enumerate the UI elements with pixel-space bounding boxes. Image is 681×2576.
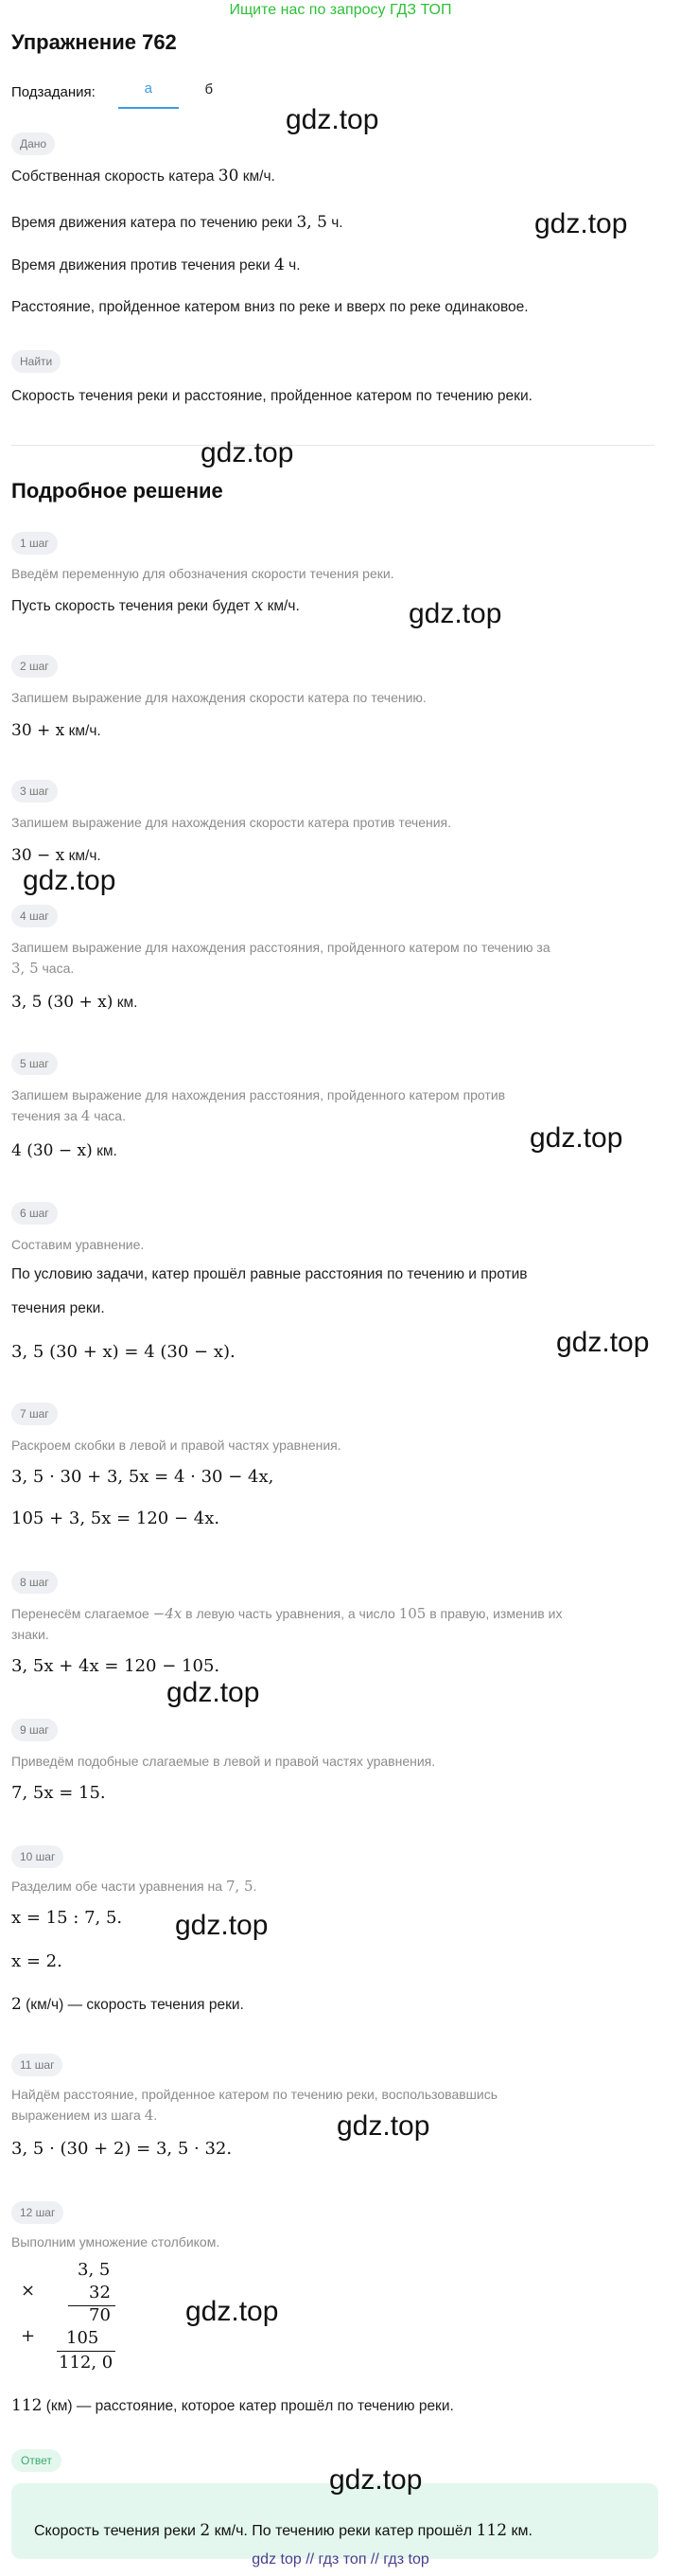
step-6-equation: 3, 5 (30 + x) = 4 (30 − x). — [11, 1342, 236, 1362]
plus-sign: + — [21, 2326, 36, 2346]
step-10-equation-1: x = 15 : 7, 5. — [11, 1908, 123, 1928]
step-2-badge: 2 шаг — [11, 655, 58, 678]
divider — [11, 445, 655, 446]
tab-b[interactable]: б — [204, 81, 214, 97]
step-2-hint: Запишем выражение для нахождения скорости катера по течению. — [11, 690, 427, 705]
watermark: gdz.top — [337, 2110, 430, 2142]
step-7-equation-2: 105 + 3, 5x = 120 − 4x. — [11, 1509, 220, 1528]
watermark: gdz.top — [201, 437, 294, 468]
multiplier: 32 — [89, 2283, 111, 2303]
watermark: gdz.top — [23, 865, 116, 896]
given-line-2: Время движения катера по течению реки 3, 5 ч. — [11, 213, 343, 232]
step-5-line: 4 (30 − x) км. — [11, 1141, 117, 1160]
find-text: Скорость течения реки и расстояние, пройденное катером по течению реки. — [11, 388, 533, 404]
given-badge: Дано — [11, 132, 55, 155]
step-10-hint: Разделим обе части уравнения на 7, 5. — [11, 1878, 257, 1895]
step-4-hint: Запишем выражение для нахождения расстояния, пройденного катером по течению за 3, 5 часа. — [11, 940, 550, 977]
step-1-hint: Введём переменную для обозначения скорости течения реки. — [11, 566, 394, 581]
watermark: gdz.top — [409, 598, 502, 629]
watermark: gdz.top — [185, 2296, 279, 2327]
solution-title: Подробное решение — [11, 479, 223, 503]
step-10-result: 2 (км/ч) — скорость течения реки. — [11, 1995, 244, 2014]
step-3-hint: Запишем выражение для нахождения скорости катера против течения. — [11, 815, 452, 830]
step-4-badge: 4 шаг — [11, 905, 58, 927]
answer-text: Скорость течения реки 2 км/ч. По течению реки катер прошёл 112 км. — [34, 2521, 533, 2540]
given-line-3: Время движения против течения реки 4 ч. — [11, 256, 301, 274]
step-11-hint: Найдём расстояние, пройденное катером по течению реки, воспользовавшись выражением из шага 4. — [11, 2087, 498, 2124]
step-8-badge: 8 шаг — [11, 1571, 58, 1594]
step-6-badge: 6 шаг — [11, 1202, 58, 1225]
step-12-hint: Выполним умножение столбиком. — [11, 2234, 220, 2250]
step-2-line: 30 + x км/ч. — [11, 721, 101, 740]
step-6-hint: Составим уравнение. — [11, 1237, 145, 1252]
step-12-badge: 12 шаг — [11, 2201, 63, 2224]
watermark: gdz.top — [530, 1122, 623, 1154]
page-title: Упражнение 762 — [11, 30, 177, 54]
given-line-1: Собственная скорость катера 30 км/ч. — [11, 167, 275, 185]
step-12-result: 112 (км) — расстояние, которое катер прошёл по течению реки. — [11, 2396, 454, 2415]
subtasks-bar — [11, 76, 239, 108]
step-8-hint: Перенесём слагаемое −4x в левую часть уравнения, а число 105 в правую, изменив их знаки. — [11, 1605, 563, 1642]
column-multiplication — [21, 2260, 125, 2383]
step-9-badge: 9 шаг — [11, 1719, 58, 1741]
step-7-badge: 7 шаг — [11, 1403, 58, 1425]
subtasks-label: Подзадания: — [11, 83, 96, 100]
step-1-line: Пусть скорость течения реки будет x км/ч. — [11, 596, 300, 615]
step-9-equation: 7, 5x = 15. — [11, 1783, 106, 1803]
watermark: gdz.top — [175, 1910, 269, 1941]
step-8-equation: 3, 5x + 4x = 120 − 105. — [11, 1656, 220, 1676]
answer-badge: Ответ — [11, 2449, 61, 2472]
step-7-equation-1: 3, 5 · 30 + 3, 5x = 4 · 30 − 4x, — [11, 1467, 274, 1487]
rule-2 — [57, 2351, 115, 2352]
watermark: gdz.top — [556, 1327, 650, 1358]
search-banner[interactable]: Ищите нас по запросу ГДЗ ТОП — [229, 2, 452, 18]
partial-product-1: 70 — [89, 2305, 111, 2325]
step-3-line: 30 − x км/ч. — [11, 846, 101, 865]
watermark: gdz.top — [534, 208, 628, 239]
step-9-hint: Приведём подобные слагаемые в левой и правой частях уравнения. — [11, 1754, 436, 1769]
partial-product-2: 105 — [66, 2328, 99, 2348]
step-10-badge: 10 шаг — [11, 1845, 63, 1868]
step-1-badge: 1 шаг — [11, 532, 58, 555]
step-5-hint: Запишем выражение для нахождения расстояния, пройденного катером против течения за 4 часа. — [11, 1087, 506, 1124]
given-line-4: Расстояние, пройденное катером вниз по реке и вверх по реке одинаковое. — [11, 299, 529, 315]
times-sign: × — [21, 2281, 36, 2301]
step-4-line: 3, 5 (30 + x) км. — [11, 993, 138, 1012]
watermark: gdz.top — [286, 104, 379, 135]
find-badge: Найти — [11, 350, 61, 373]
step-11-badge: 11 шаг — [11, 2054, 62, 2076]
footer-links[interactable]: gdz top // гдз топ // гдз top — [252, 2551, 429, 2567]
step-5-badge: 5 шаг — [11, 1052, 58, 1075]
step-11-equation: 3, 5 · (30 + 2) = 3, 5 · 32. — [11, 2139, 233, 2159]
step-10-equation-2: x = 2. — [11, 1951, 62, 1971]
step-6-line-2: течения реки. — [11, 1300, 105, 1316]
step-7-hint: Раскроем скобки в левой и правой частях уравнения. — [11, 1438, 341, 1453]
watermark: gdz.top — [166, 1677, 260, 1708]
multiplicand: 3, 5 — [78, 2260, 111, 2280]
watermark: gdz.top — [329, 2464, 423, 2496]
product-result: 112, 0 — [59, 2353, 114, 2373]
tab-a[interactable]: а — [118, 75, 179, 109]
step-3-badge: 3 шаг — [11, 780, 58, 803]
step-6-line-1: По условию задачи, катер прошёл равные расстояния по течению и против — [11, 1266, 528, 1282]
